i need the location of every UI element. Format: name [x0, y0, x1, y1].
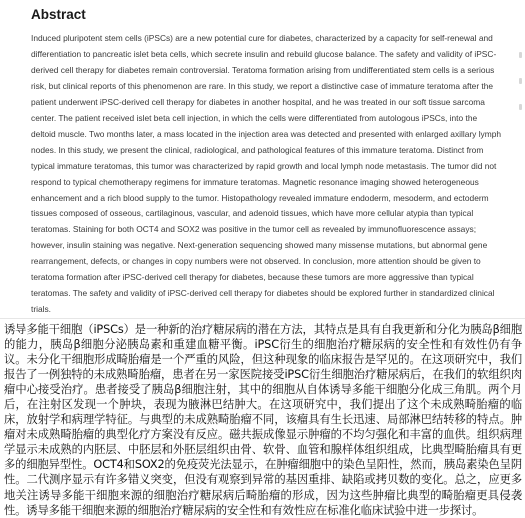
abstract-body: Induced pluripotent stem cells (iPSCs) are a new potential cure for diabetes, characterized by a capacity for self-renewal and differentiation to pancreatic islet beta cells, which secrete insulin and rebuild glucose balance. The safety and validity of iPSC-derived cell therapy for diabetes remain controversial. Teratoma formation arising from undifferentiated stem cells is a serious risk, but clinical reports of this phenomenon are rare. In this study, we report a distinctive case of immature teratoma after the patient underwent iPSC-derived cell therapy for diabetes in another hospital, and he was treated in our soft tissue sarcoma center. The patient received islet beta cell injection, in which the cells were differentiated from autologous iPSCs, into the deltoid muscle. Two months later, a mass located in the injection area was detected and presented with enlarged axillary lymph nodes. In this study, we present the clinical, radiological, and pathological features of this immature teratoma. Distinct from typical immature teratomas, this tumor was characterized by rapid growth and local lymph node metastasis. The tumor did not respond to typical chemotherapy regimens for immature teratomas. Magnetic resonance imaging showed heterogeneous enhancement and a rich blood supply to the tumor. Histopathology revealed immature endoderm, mesoderm, and ectoderm tissues composed of osseous, cartilaginous, vascular, and adenoid tissues, which have more cellular atypia than typical teratomas. Staining for both OCT4 and SOX2 was positive in the tumor cell as revealed by immunofluorescence assays; however, insulin staining was negative. Next-generation sequencing showed many missense mutations, but abnormal gene rearrangement, defects, or changes in copy numbers were not observed. In conclusion, more attention should be given to teratoma formation after iPSC-derived cell therapy for diabetes, because these tumors are more aggressive than typical teratomas. The safety and validity of iPSC-derived cell therapy for diabetes should be explored further in standardized clinical trials.	[31, 33, 502, 315]
edge-mark	[519, 104, 522, 110]
translation-section	[0, 319, 525, 517]
abstract-heading: Abstract	[31, 7, 86, 22]
edge-mark	[519, 78, 522, 84]
translation-body: 诱导多能干细胞（iPSCs）是一种新的治疗糖尿病的潜在方法，其特点是具有自我更新和分化为胰岛β细胞的能力，胰岛β细胞分泌胰岛素和重建血糖平衡。iPSC衍生的细胞治疗糖尿病的安全性和有效性仍有争议。未分化干细胞形成畸胎瘤是一个严重的风险，但这种现象的临床报告是罕见的。在这项研究中，我们报告了一例独特的未成熟畸胎瘤，患者在另一家医院接受iPSC衍生细胞治疗糖尿病后，在我们的软组织肉瘤中心接受治疗。患者接受了胰岛β细胞注射，其中的细胞从自体诱导多能干细胞分化成三角肌。两个月后，在注射区发现一个肿块，表现为腋淋巴结肿大。在这项研究中，我们提出了这个未成熟畸胎瘤的临床，放射学和病理学特征。与典型的未成熟畸胎瘤不同，该瘤具有生长迅速、局部淋巴结转移的特点。肿瘤对未成熟畸胎瘤的典型化疗方案没有反应。磁共振成像显示肿瘤的不均匀强化和丰富的血供。组织病理学显示未成熟的内胚层、中胚层和外胚层组织由骨、软骨、血管和腺样体组织组成，比典型畸胎瘤具有更多的细胞异型性。OCT4和SOX2的免疫荧光法显示，在肿瘤细胞中的染色呈阳性，然而，胰岛素染色呈阴性。二代测序显示有许多错义突变，但没有观察到异常的基因重排、缺陷或拷贝数的变化。总之，应更多地关注诱导多能干细胞来源的细胞治疗糖尿病后畸胎瘤的形成，因为这些肿瘤比典型的畸胎瘤更具侵袭性。诱导多能干细胞来源的细胞治疗糖尿病的安全性和有效性应在标准化临床试验中进一步探讨。	[4, 323, 522, 517]
edge-mark	[519, 52, 522, 58]
